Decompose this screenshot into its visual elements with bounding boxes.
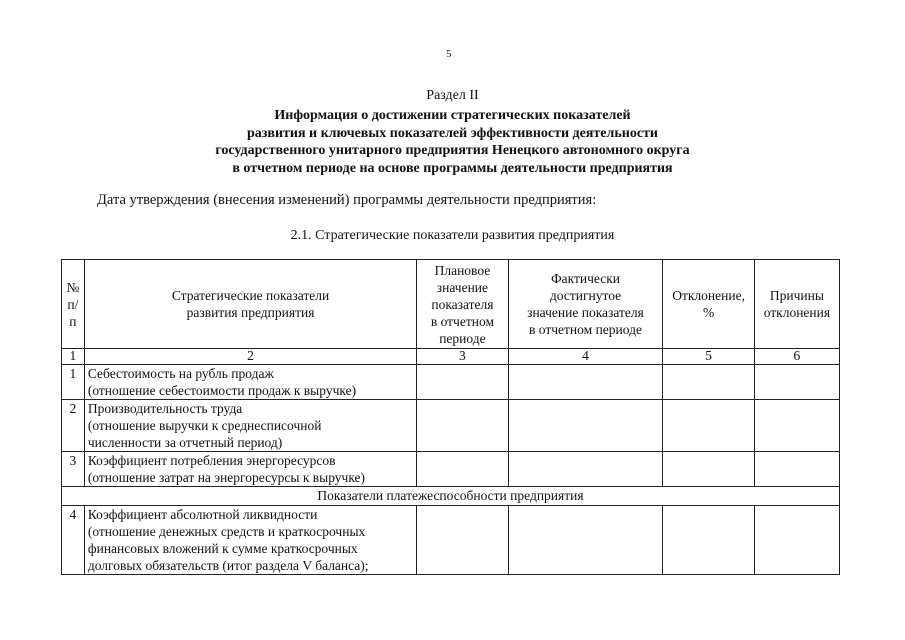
planned-cell (417, 506, 508, 575)
column-number: 6 (754, 349, 839, 365)
actual-cell (508, 506, 663, 575)
heading-line: Информация о достижении стратегических показателей (274, 108, 631, 123)
subsection-title (0, 228, 905, 244)
reason-cell (754, 400, 839, 452)
planned-cell (417, 400, 508, 452)
table-row (62, 365, 840, 400)
subsection-title-text: 2.1. Стратегические показатели развития предприятия (290, 228, 615, 243)
indicator-cell: Производительность труда (отношение выручки к среднесписочной численности за отчетный период) (84, 400, 416, 452)
reason-cell (754, 365, 839, 400)
deviation-cell (663, 452, 754, 487)
approval-date-label: Дата утверждения (внесения изменений) программы деятельности предприятия: (97, 192, 597, 208)
column-number: 5 (663, 349, 754, 365)
header-indicator: Стратегические показатели развития предприятия (84, 260, 416, 349)
planned-cell (417, 365, 508, 400)
reason-cell (754, 452, 839, 487)
table-subheader-row (62, 487, 840, 506)
row-number: 1 (62, 365, 85, 400)
table-header-row (62, 260, 840, 349)
indicator-cell: Коэффициент потребления энергоресурсов (отношение затрат на энергоресурсы к выручке) (84, 452, 416, 487)
header-reasons: Причины отклонения (754, 260, 839, 349)
row-number: 3 (62, 452, 85, 487)
heading (0, 107, 905, 177)
header-actual: Фактически достигнутое значение показателя в отчетном периоде (508, 260, 663, 349)
row-number: 2 (62, 400, 85, 452)
column-number: 2 (84, 349, 416, 365)
heading-line: развития и ключевых показателей эффективности деятельности (246, 125, 658, 141)
column-number: 1 (62, 349, 85, 365)
table-row (62, 506, 840, 575)
page-number: 5 (446, 48, 452, 60)
deviation-cell (663, 365, 754, 400)
deviation-cell (663, 400, 754, 452)
header-number: № п/п (62, 260, 85, 349)
deviation-cell (663, 506, 754, 575)
actual-cell (508, 365, 663, 400)
column-number-row (62, 349, 840, 365)
heading-line: государственного унитарного предприятия Ненецкого автономного округа (215, 143, 690, 158)
heading-line: в отчетном периоде на основе программы деятельности предприятия (232, 160, 673, 176)
indicator-cell: Себестоимость на рубль продаж (отношение себестоимости продаж к выручке) (84, 365, 416, 400)
indicators-table (61, 259, 840, 575)
table-subheader: Показатели платежеспособности предприятия (62, 487, 840, 506)
planned-cell (417, 452, 508, 487)
table-row (62, 452, 840, 487)
indicator-cell: Коэффициент абсолютной ликвидности (отношение денежных средств и краткосрочных финансовых вложений к сумме краткосрочных долговых обязательств (итог раздела V баланса); (84, 506, 416, 575)
column-number: 4 (508, 349, 663, 365)
column-number: 3 (417, 349, 508, 365)
table-row (62, 400, 840, 452)
header-deviation: Отклонение, % (663, 260, 754, 349)
row-number: 4 (62, 506, 85, 575)
reason-cell (754, 506, 839, 575)
section-label: Раздел II (426, 88, 479, 103)
actual-cell (508, 452, 663, 487)
actual-cell (508, 400, 663, 452)
header-planned: Плановое значение показателя в отчетном периоде (417, 260, 508, 349)
